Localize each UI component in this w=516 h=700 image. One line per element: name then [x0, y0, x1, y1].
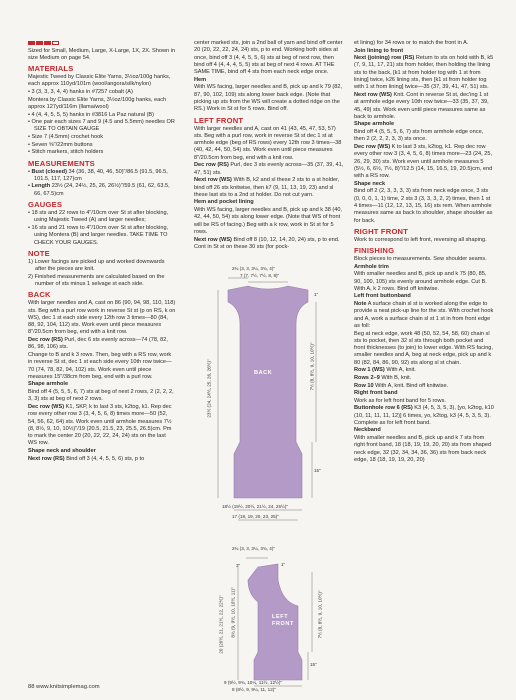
left-buttonband-rows-2-9: Rows 2–9 With B, knit. — [354, 374, 412, 381]
back-instructions-1: With larger needles and A, cast on 86 (90, 94, 98, 110, 118) sts. Beg with a purl row work in reverse St st (p on RS, k on WS), dec 1 st each side every 12th row 3 times—80 (84, 88, 92, 104, 112) sts. Work even until piece measures 8"/20.5cm from beg, end with a knit row. — [28, 300, 176, 336]
subheading-front-neck: Shape neck — [354, 180, 386, 187]
heading-finishing: FINISHING — [354, 246, 395, 256]
front-neck-measure: 3" — [236, 563, 241, 568]
front-piece-label: LEFT FRONT — [272, 614, 294, 627]
left-buttonband-row-10: Row 10 With A, knit. Bind off knitwise. — [354, 382, 449, 389]
left-buttonband-instructions: Beg at neck edge, work 48 (50, 52, 54, 58, 60) chain sl sts to pocket, then 32 sl sts through both pocket and front thicknesses (to join) to lower edge. With RS facing, smaller needles and A, beg at neck edge, pick up and k 80 (82, 84, 86, 90, 92) sts along sl st chain. — [354, 330, 493, 366]
back-top-measure: 2¾ (3, 3, 3¼, 3¾, 4)" — [232, 266, 275, 271]
difficulty-rating — [28, 40, 176, 47]
note-2: 2) Finished measurements are calculated based on the number of sts minus 1 selvage st each side. — [28, 273, 165, 287]
back-side-measure: 15" — [314, 468, 321, 473]
heading-note: NOTE — [28, 248, 50, 258]
back-top-measure-2: 7 (7, 7½, 7½, 8, 8)" — [240, 273, 280, 278]
left-front-next-row: Next row (WS) With B, k2 and sl these 2 sts to a st holder, bind off 26 sts knitwise, then k7 (9, 11, 13, 19, 23) and sl these last sts to a 2nd st holder. Do not cut yarn. — [194, 177, 340, 198]
materials-hook: • Size 7 (4.5mm) crochet hook — [28, 134, 104, 141]
materials-yarn-b: Montera by Classic Elite Yarns, 3½oz/100g hanks, each approx 127yd/116m (llama/wool) — [28, 96, 167, 110]
front-side-measure: 15" — [310, 662, 317, 667]
gauge-b: • 16 sts and 21 rows to 4"/10cm over St st after blocking, using Montera (B) and larger needles. TAKE TIME TO CHECK YOUR GAUGES. — [28, 224, 169, 246]
column-3 — [354, 40, 494, 465]
page-footer: 88 www.knitsimplemag.com — [28, 684, 100, 690]
schematic-diagram — [188, 262, 348, 692]
armhole-instructions-1: Bind off 4 (5, 5, 5, 6, 7) sts at beg of next 2 rows, 2 (2, 2, 2, 3, 3) sts at beg of next 2 rows. — [28, 389, 174, 403]
neckband-instructions: With smaller needles and B, pick up and k 7 sts from right front band, 18 (18, 19, 19, 20, 20) sts from shaped neck edge, 32 (32, 34, 34, 36, 36) sts from back neck edge, 18 (18, 19, 19, 20, 20) — [354, 435, 492, 463]
front-armhole-measure: 7½ (8, 8½, 9, 10, 10½)" — [317, 590, 323, 639]
heading-gauges: GAUGES — [28, 200, 63, 210]
measurement-bust: • Bust (closed) 34 (36, 38, 40, 46, 50)"/86.5 (91.5, 96.5, 101.5, 117, 127)cm — [28, 168, 168, 182]
materials-markers: • Stitch markers, stitch holders — [28, 149, 104, 156]
back-length-measure: 23½ (24, 24½, 25, 26, 26½)" — [206, 359, 212, 418]
hem-instructions: With WS facing, larger needles and B, pick up and k 79 (82, 87, 90, 102, 109) sts along lower back edge. (Note that picking up sts from the WS will create a dotted ridge on the RS.) Work in St st for 5 rows. Bind off. — [194, 84, 343, 113]
heading-right-front: RIGHT FRONT — [354, 226, 409, 236]
back-instructions-3: Change to B and k 3 rows. Then, beg with a RS row, work in reverse St st, dec 1 st each side every 10th row twice—70 (74, 78, 82, 94, 102) sts. Work even until piece measures 15"/38cm from beg, end with a purl row. — [28, 351, 172, 380]
neck-next-row: Next row (RS) Bind off 3 (4, 4, 5, 5, 6) sts, p to — [28, 455, 145, 462]
pocket-lining-continued: et lining) for 34 rows or to match the front in A. — [354, 40, 469, 46]
front-length-measure: 20 (20½, 21, 21½, 22, 22½)" — [218, 595, 224, 654]
front-bottom-measure-2: 8 (8½, 9, 9¼, 11, 12)" — [232, 687, 276, 692]
column-2 — [194, 40, 344, 251]
hem-pocket-instructions-1: With WS facing, larger needles and B, pick up and k 38 (40, 42, 44, 50, 54) sts along lower edge. (Note that WS of front will be RS of facing.) Beg with a k row, work in St st for 5 rows. — [194, 207, 343, 235]
materials-yarn-a-qty: • 3 (3, 3, 3, 4, 4) hanks in #7257 cobalt (A) — [28, 89, 133, 96]
back-dec-row: Dec row (RS) Purl, dec 6 sts evenly across—74 (78, 82, 86, 98, 106) sts. — [28, 337, 168, 351]
back-piece-label: BACK — [254, 370, 273, 376]
finishing-instructions: Block pieces to measurements. Sew shoulder seams. — [354, 256, 487, 263]
right-band-instructions: Work as for left front band for 5 rows. — [354, 397, 446, 404]
materials-yarn-b-qty: • 4 (4, 4, 5, 5, 5) hanks in #3816 La Paz natural (B) — [28, 111, 155, 118]
left-buttonband-row-1: Row 1 (WS) With A, knit. — [354, 367, 416, 374]
front-bottom-measure: 9 (9½, 9¾, 10¼, 11½, 12½)" — [224, 680, 282, 685]
front-shoulder-drop: 1" — [281, 562, 286, 567]
schematic-svg — [188, 262, 348, 692]
heading-back: BACK — [28, 290, 51, 300]
subheading-shape-neck: Shape neck and shoulder — [28, 448, 96, 454]
back-armhole-measure: 7½ (8, 8½, 9, 10, 10½)" — [309, 342, 315, 391]
heading-left-front: LEFT FRONT — [194, 115, 244, 125]
right-front-instructions: Work to correspond to left front, reversing all shaping. — [354, 236, 487, 243]
armhole-dec-row: Dec row (WS) K1, SKP, k to last 3 sts, k2tog, k1. Rep dec row every other row 3 (3, 4, 5, 6, 8) times more—50 (52, 54, 56, 62, 64) sts. Work even until armhole measures 7½ (8, 8½, 9, 10, 10½)"/19 (20.5, 21.5, 23, 25.5, 26.5)cm. Pm to mark the center 20 (20, 22, 22, 24, 24) sts on the last WS row. — [28, 403, 172, 447]
back-shoulder-drop: 1" — [314, 292, 319, 297]
front-neck-depth-measure: 8¾ (9, 9½, 10, 10½, 11)" — [230, 587, 236, 638]
subheading-right-band: Right front band — [354, 390, 398, 397]
front-armhole-instructions: Bind off 4 (5, 5, 5, 6, 7) sts from armhole edge once, then 2 (2, 2, 2, 3, 3) sts once. — [354, 129, 484, 143]
join-row: Next (joining) row (RS) Return to sts on hold with B, k5 (7, 9, 11, 17, 21) sts from holder, then holding the lining sts to the back, [k1 st from holder tog with 1 st from lining] twice, k26 lining sts, then [k1 st from holder tog with 1 st from lining] twice—35 (37, 39, 41, 47, 51) sts. — [354, 55, 494, 91]
subheading-shape-armhole: Shape armhole — [28, 381, 69, 388]
subheading-left-buttonband: Left front buttonband — [354, 293, 411, 300]
front-neck-instructions: Bind off 2 (2, 3, 3, 3, 3) sts from neck edge once, 3 sts (0, 0, 0, 1, 1) time, 2 sts 3 (3, 3, 3, 2, 2) times, then 1 st 4 times—11 (12, 12, 13, 15, 16) sts rem. When armhole measures same as back to shoulder, shape shoulder as for back. — [354, 188, 493, 224]
measurement-length: • Length 23½ (24, 24½, 25, 26, 26½)"/59.5 (61, 62, 63.5, 66, 67.5)cm — [28, 183, 170, 197]
front-top-measure: 2¾ (3, 3, 3¼, 3¾, 4)" — [232, 546, 275, 551]
buttonhole-row: Buttonhole row 6 (RS) K3 (4, 5, 3, 5, 3), [yo, k2tog, k10 (10, 11, 11, 11, 12)] 6 times, yo, k2tog, k3 (4, 5, 3, 5, 3). Complete as for left front band. — [354, 405, 494, 426]
heading-measurements: MEASUREMENTS — [28, 158, 95, 168]
column-1 — [28, 40, 176, 463]
back-piece-shape — [228, 286, 308, 498]
left-front-dec-row: Dec row (RS) Purl, dec 3 sts evenly across—35 (37, 39, 41, 47, 51) sts. — [194, 162, 344, 176]
left-front-instructions-1: With larger needles and A, cast on 41 (43, 45, 47, 53, 57) sts. Beg with a purl row, work in reverse St st dec 1 st at armhole edge (beg of RS rows) every 12th row 3 times—38 (40, 42, 44, 50, 54) sts. Work even until piece measures 8"/20.5cm from beg, end with a knit row. — [194, 125, 342, 161]
materials-buttons: • Seven ⅝"/22mm buttons — [28, 141, 93, 148]
left-buttonband-note: Note A surface chain sl st is worked along the edge to provide a neat pick-up line for the sts. With crochet hook and A, work a surface chain sl st 1 st in from front edge as foll: — [354, 301, 494, 329]
heading-materials: MATERIALS — [28, 64, 74, 74]
back-bottom-measure: 18½ (19½, 20½, 21½, 24, 25½)" — [222, 504, 288, 509]
gauge-a: • 18 sts and 22 rows to 4"/10cm over St st after blocking, using Majestic Tweed (A) and larger needles; — [28, 210, 169, 224]
subheading-hem-pocket: Hem and pocket lining — [194, 199, 254, 206]
subheading-armhole-trim: Armhole trim — [354, 263, 389, 270]
join-next-row: Next row (WS) Knit. Cont in reverse St st, dec'ing 1 st at armhole edge every 10th row twice—33 (35, 37, 39, 45, 49) sts. Work even until piece measures same as back to armhole. — [354, 91, 489, 120]
back-bottom-measure-2: 17 (18, 19, 20, 23, 25)" — [232, 514, 279, 519]
armhole-trim-instructions: With smaller needles and B, pick up and k 75 (80, 85, 90, 100, 105) sts evenly around armhole edge. Cut B. With A, k 2 rows. Bind off knitwise. — [354, 271, 487, 292]
subheading-join-lining: Join lining to front — [354, 47, 404, 54]
subheading-front-armhole: Shape armhole — [354, 121, 395, 128]
subheading-neckband: Neckband — [354, 427, 381, 434]
materials-needles: • One pair each sizes 7 and 9 (4.5 and 5.5mm) needles OR SIZE TO OBTAIN GAUGE — [28, 119, 175, 133]
sizes-intro: Sized for Small, Medium, Large, X-Large, 1X, 2X. Shown in size Medium on page 54. — [28, 47, 176, 61]
neck-continued: center marked sts, join a 2nd ball of yarn and bind off center 20 (20, 22, 22, 24, 24) sts, p to end. Working both sides at once, bind off 3 (4, 4, 5, 5, 6) sts at beg of next row, then bind off 4 (4, 4, 4, 5, 5) sts at beg of next 4 rows. AT THE SAME TIME, bind off 4 sts from each neck edge once. — [194, 40, 343, 76]
hem-pocket-next-row: Next row (WS) Bind off 8 (10, 12, 14, 20, 24) sts, p to end. Cont in St st on these 30 sts (for pock- — [194, 236, 340, 250]
note-1: 1) Lower facings are picked up and worked downwards after the pieces are knit. — [28, 258, 165, 273]
materials-yarn-a: Majestic Tweed by Classic Elite Yarns, 3½oz/100g hanks, each approx 110yd/101m (wool/angora/silk/nylon) — [28, 74, 171, 88]
front-armhole-dec-row: Dec row (WS) K to last 3 sts, k2tog, k1. Rep dec row every other row 3 (3, 4, 5, 6, 8) times more—23 (24, 25, 26, 29, 30) sts. Work even until armhole measures 5 (5½, 6, 6½, 7½, 8)"/12.5 (14, 15, 16.5, 19, 20.5)cm, end with a RS row. — [354, 143, 493, 180]
subheading-hem: Hem — [194, 76, 207, 83]
